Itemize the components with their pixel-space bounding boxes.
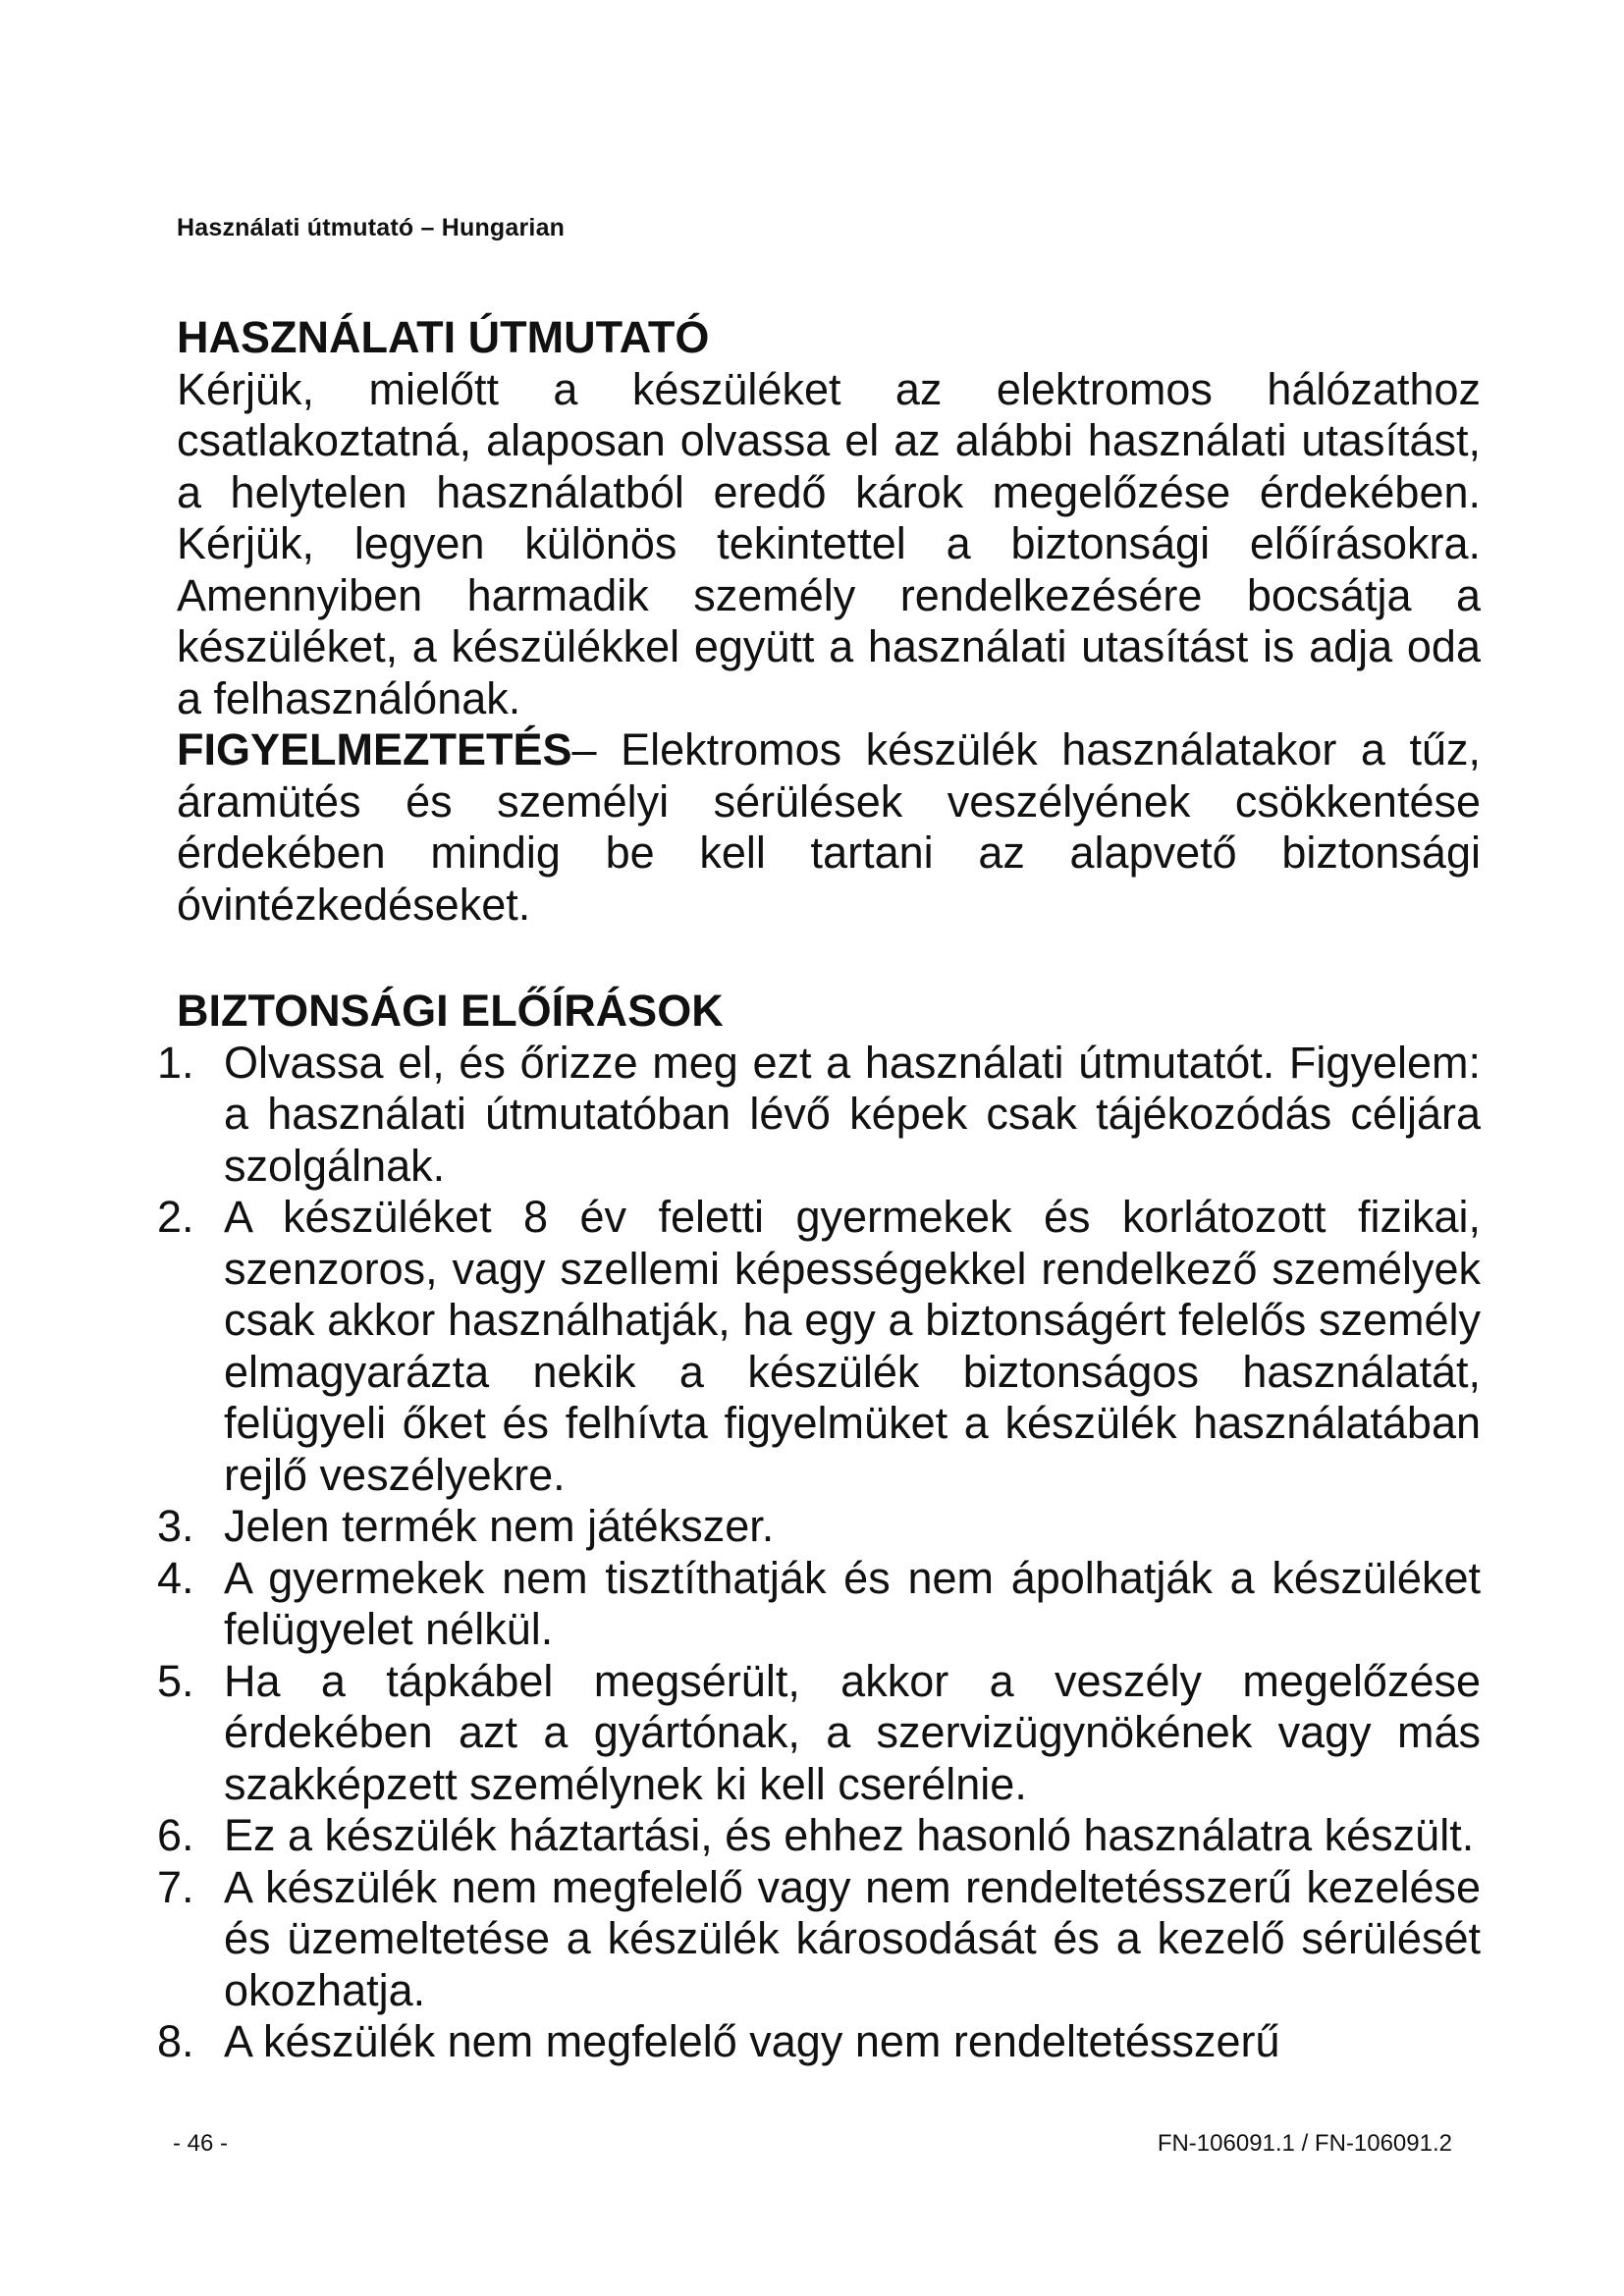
list-item-number: 7. (157, 1861, 194, 1912)
list-item-number: 4. (157, 1552, 194, 1603)
list-item (157, 1192, 1481, 1501)
list-item (157, 1552, 1481, 1656)
section-spacer (177, 931, 1481, 986)
warning-text: – Elektromos készülék használatakor a tűz, áramütés és személyi sérülések veszélyének csökkentése érdekében mindig be kell tartani az alapvető biztonsági óvintézkedéseket. (177, 724, 1481, 930)
list-item-number: 8. (157, 2016, 194, 2066)
safety-list (157, 1037, 1481, 2068)
list-item-text: Olvassa el, és őrizze meg ezt a használati útmutatót. Figyelem: a használati útmutatóban lévő képek csak tájékozódás céljára szolgálnak. (224, 1037, 1481, 1191)
list-item-text: Ez a készülék háztartási, és ehhez hasonló használatra készült. (224, 1810, 1475, 1860)
warning-paragraph (177, 724, 1481, 931)
list-item-number: 6. (157, 1810, 194, 1860)
list-item-text: A készülék nem megfelelő vagy nem rendeltetésszerű kezelése és üzemeltetése a készülék károsodását és a kezelő sérülését okozhatja. (224, 1861, 1481, 2015)
list-item-number: 2. (157, 1192, 194, 1242)
list-item-number: 3. (157, 1501, 194, 1551)
safety-heading: BIZTONSÁGI ELŐÍRÁSOK (177, 986, 724, 1036)
list-item-number: 5. (157, 1655, 194, 1706)
list-item-text: Jelen termék nem játékszer. (224, 1501, 775, 1551)
list-item-text: A gyermekek nem tisztíthatják és nem ápolhatják a készüléket felügyelet nélkül. (224, 1552, 1481, 1654)
manual-heading: HASZNÁLATI ÚTMUTATÓ (177, 312, 710, 362)
list-item-text: A készüléket 8 év feletti gyermekek és korlátozott fizikai, szenzoros, vagy szellemi képességekkel rendelkező személyek csak akkor használhatják, ha egy a biztonságért felelős személy elmagyarázta nekik a készülék biztonságos használatát, felügyeli őket és felhívta figyelmüket a készülék használatában rejlő veszélyekre. (224, 1192, 1481, 1500)
intro-paragraph: Kérjük, mielőtt a készüléket az elektromos hálózathoz csatlakoztatná, alaposan olvassa el az alábbi használati utasítást, a helytelen használatból eredő károk megelőzése érdekében. Kérjük, legyen különös tekintettel a biztonsági előírásokra. Amennyiben harmadik személy rendelkezésére bocsátja a készüléket, a készülékkel együtt a használati utasítást is adja oda a felhasználónak. (177, 363, 1481, 723)
list-item (157, 2016, 1481, 2068)
page-header: Használati útmutató – Hungarian (177, 214, 566, 241)
document-body (157, 312, 1481, 2068)
page-number: - 46 - (173, 2130, 229, 2157)
list-item (157, 1861, 1481, 2017)
list-item (157, 1655, 1481, 1811)
list-item (157, 1810, 1481, 1862)
list-item (157, 1037, 1481, 1193)
list-item (157, 1501, 1481, 1553)
model-number: FN-106091.1 / FN-106091.2 (1157, 2130, 1452, 2157)
list-item-number: 1. (157, 1037, 194, 1088)
warning-label: FIGYELMEZTETÉS (177, 724, 572, 774)
list-item-text: A készülék nem megfelelő vagy nem rendeltetésszerű (224, 2016, 1280, 2066)
list-item-text: Ha a tápkábel megsérült, akkor a veszély megelőzése érdekében azt a gyártónak, a szervizügynökének vagy más szakképzett személynek ki kell cserélnie. (224, 1655, 1481, 1809)
